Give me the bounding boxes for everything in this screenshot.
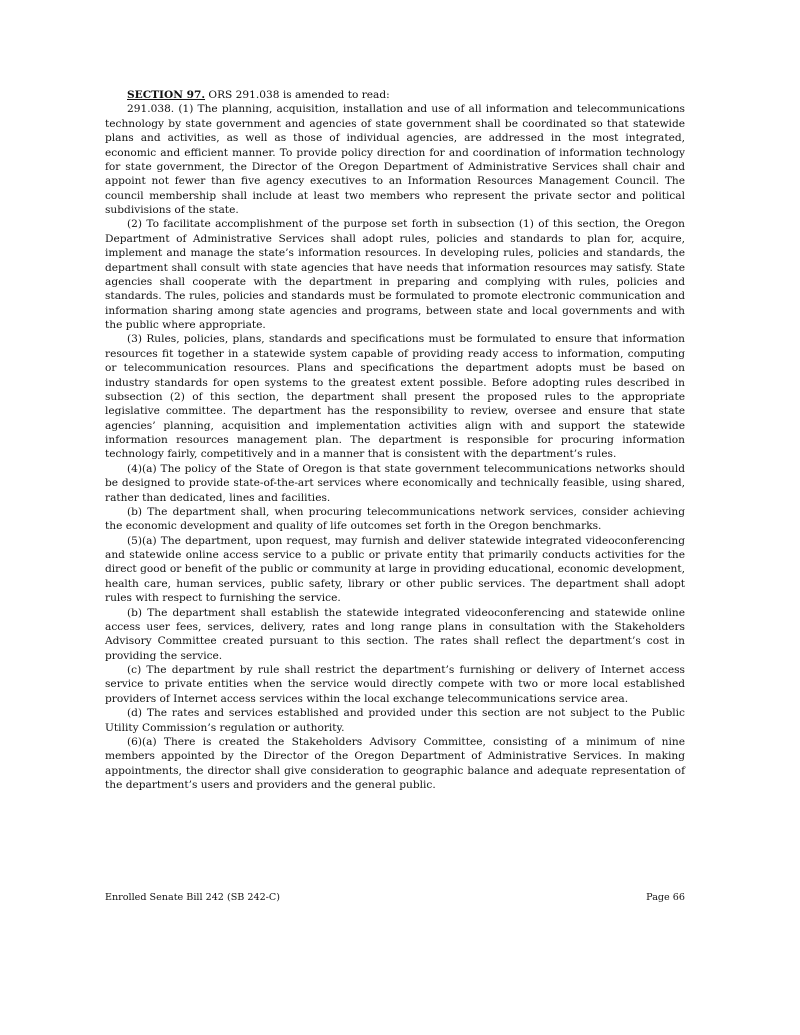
section-label: SECTION 97.: [127, 89, 206, 101]
paragraph-subsection-4a: (4)(a) The policy of the State of Oregon is that state government telecommunications networks should be designed to provide state-of-the-art services where economically and technically feasible, using shared, rather than dedicated, lines and facilities.: [105, 462, 685, 504]
bill-name: Enrolled Senate Bill 242 (SB 242-C): [105, 892, 280, 903]
paragraph-291-038-1: 291.038. (1) The planning, acquisition, installation and use of all information and telecommunications technology by state government and agencies of state government shall be coordinated so that statewide plans and activities, as well as those of individual agencies, are addressed in the most integrated, economic and efficient manner. To provide policy direction for and coordination of information technology for state government, the Director of the Oregon Department of Administrative Services shall chair and appoint not fewer than five agency executives to an Information Resources Management Council. The council membership shall include at least two members who represent the private sector and political subdivisions of the state.: [105, 103, 685, 216]
paragraph-subsection-5a: (5)(a) The department, upon request, may furnish and deliver statewide integrated videoconferencing and statewide online access service to a public or private entity that primarily conducts activities for the direct good or benefit of the public or community at large in providing educational, economic development, health care, human services, public safety, library or other public services. The department shall adopt rules with respect to furnishing the service.: [105, 534, 685, 605]
paragraph-subsection-2: (2) To facilitate accomplishment of the purpose set forth in subsection (1) of this section, the Oregon Department of Administrative Services shall adopt rules, policies and standards to plan for, acquire, implement and manage the state’s information resources. In developing rules, policies and standards, the department shall consult with state agencies that have needs that information resources may satisfy. State agencies shall cooperate with the department in preparing and complying with rules, policies and standards. The rules, policies and standards must be formulated to promote electronic communication and information sharing among state agencies and programs, between state and local governments and with the public where appropriate.: [105, 218, 685, 331]
page-footer: [105, 892, 685, 903]
paragraph-subsection-5b: (b) The department shall establish the statewide integrated videoconferencing and statewide online access user fees, services, delivery, rates and long range plans in consultation with the Stakeholders Advisory Committee created pursuant to this section. The rates shall reflect the department’s cost in providing the service.: [105, 606, 685, 662]
section-heading: [105, 88, 685, 102]
paragraph-subsection-6a: (6)(a) There is created the Stakeholders Advisory Committee, consisting of a minimum of nine members appointed by the Director of the Oregon Department of Administrative Services. In making appointments, the director shall give consideration to geographic balance and adequate representation of the department’s users and providers and the general public.: [105, 735, 685, 791]
document-body: [105, 88, 685, 792]
paragraph-subsection-4b: (b) The department shall, when procuring telecommunications network services, consider achieving the economic development and quality of life outcomes set forth in the Oregon benchmarks.: [105, 505, 685, 533]
paragraph-subsection-3: (3) Rules, policies, plans, standards and specifications must be formulated to ensure that information resources fit together in a statewide system capable of providing ready access to information, computing or telecommunication resources. Plans and specifications the department adopts must be based on industry standards for open systems to the greatest extent possible. Before adopting rules described in subsection (2) of this section, the department shall present the proposed rules to the appropriate legislative committee. The department has the responsibility to review, oversee and ensure that state agencies’ planning, acquisition and implementation activities align with and support the statewide information resources management plan. The department is responsible for procuring information technology fairly, competitively and in a manner that is consistent with the department’s rules.: [105, 333, 685, 461]
paragraph-subsection-5d: (d) The rates and services established and provided under this section are not subject to the Public Utility Commission’s regulation or authority.: [105, 707, 685, 734]
page-number: Page 66: [646, 892, 685, 903]
section-intro: ORS 291.038 is amended to read:: [205, 89, 390, 101]
paragraph-subsection-5c: (c) The department by rule shall restrict the department’s furnishing or delivery of Internet access service to private entities when the service would directly compete with two or more local established providers of Internet access services within the local exchange telecommunications service area.: [105, 664, 685, 705]
